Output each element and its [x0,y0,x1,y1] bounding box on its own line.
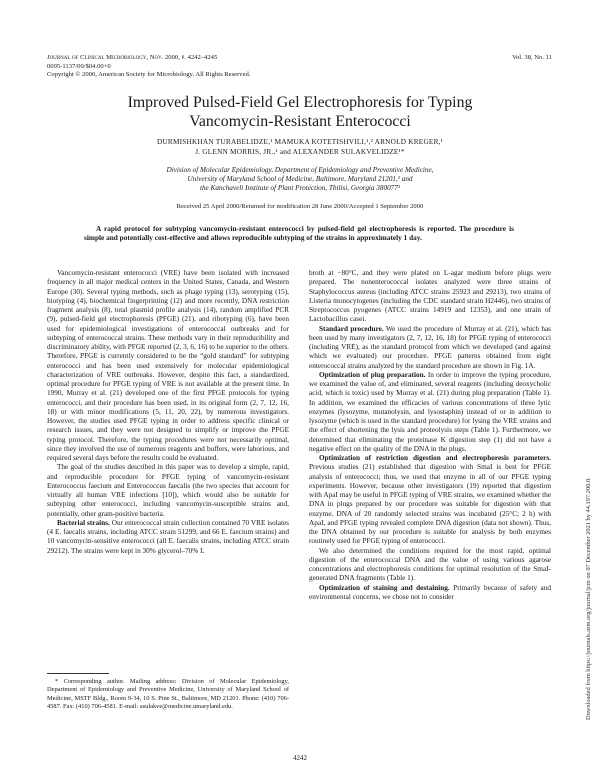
paragraph-text: We used the procedure of Murray et al. (21), which has been used by many investigators (2, 7, 12, 16, 18) for PFGE typing of enterococci (including VRE), as the standard protocol from which we developed (and against which we evaluated) our procedure. PFGE patterns obtained from eight enterococcal strains analyzed by the standard procedure are shown in Fig. 1A. [309,324,551,370]
download-watermark: Downloaded from https://journals.asm.org/journal/jcm on 07 December 2021 by 44.197.200.0. [585,477,592,720]
affiliation-line-1: Division of Molecular Epidemiology, Department of Epidemiology and Preventive Medicine, [166,166,434,174]
corresponding-author-footnote: * Corresponding author. Mailing address: Division of Molecular Epidemiology, Department of Epidemiology and Preventive Medicine, University of Maryland School of Medicine, MSTF Bldg., Room 9-34, 10 S. Pine St., Baltimore, MD 21201. Phone: (410) 706-4587. Fax: (410) 706-4581. E-mail: asulakve@medicine.umaryland.edu. [47,678,289,711]
received-dates: Received 25 April 2000/Returned for modification 28 June 2000/Accepted 1 September 2000 [176,203,424,210]
paragraph [309,584,551,603]
paragraph: The goal of the studies described in this paper was to develop a simple, rapid, and reproducible procedure for PFGE typing of vancomycin-resistant Enterococcus faecium and Enterococcus faecalis (the two species that account for virtually all human VRE infections [10]), which would also be suitable for subtyping other enterococci, including vancomycin-susceptible strains and, potentially, other gram-positive bacteria. [47,463,289,518]
section-heading: Optimization of plug preparation. [319,370,426,379]
issn: 0095-1137/00/$04.00+0 [47,62,111,70]
paragraph [309,371,551,454]
paragraph [47,519,289,556]
paragraph: broth at −80°C, and they were plated on L-agar medium before plugs were prepared. The nonenterococcal isolates analyzed were three strains of Staphylococcus aureus (including ATCC strains 25923 and 29213), two strains of Listeria monocytogenes (including the CDC standard strain H2446), two strains of Streptococcus pyogenes (ATCC strains 14919 and 12353), and one strain of Lactobacillus casei. [309,269,551,324]
right-column [309,269,551,602]
section-heading: Optimization of restriction digestion and electrophoresis parameters. [319,454,551,462]
journal-header [47,54,250,80]
journal-citation: Journal of Clinical Microbiology, Nov. 2000, p. 4242–4245 [47,54,218,61]
authors-line-1: DURMISHKHAN TURABELIDZE,¹ MAMUKA KOTETISHVILI,¹,² ARNOLD KREGER,¹ [156,137,444,146]
section-heading: Standard procedure. [319,324,384,333]
section-heading: Optimization of staining and destaining. [319,583,450,592]
article-title [60,93,540,131]
copyright: Copyright © 2000, American Society for Microbiology. All Rights Reserved. [47,71,251,79]
affiliation-line-2: University of Maryland School of Medicine, Baltimore, Maryland 21201,¹ and [187,175,413,184]
paragraph-text: Primarily because of safety and environmental concerns, we chose not to consider [309,583,552,601]
title-line-2: Vancomycin-Resistant Enterococci [189,113,411,130]
paragraph-text: Our enterococcal strain collection contained 70 VRE isolates (4 E. faecalis strains, including ATCC strain 51299, and 66 E. faecium strains) and 10 vancomycin-sensitive enterococci (all E. faecalis strains, including ATCC strain 29212). The strains were kept in 30% glycerol–70% L [47,518,289,555]
abstract: A rapid protocol for subtyping vancomycin-resistant enterococci by pulsed-field gel electrophoresis is reported. The procedure is simple and potentially cost-effective and allows reproducible subtyping of the strains in approximately 1 day. [84,224,514,243]
paragraph-text: Previous studies (21) established that digestion with SmaI is best for PFGE analysis of enterococci; thus, we used that enzyme in all of our PFGE typing experiments. However, because other investigators (19) reported that digestion with ApaI may be useful in PFGE typing of VRE strains, we examined whether the DNA in plugs prepared by our procedure was suitable for digestion with that enzyme. DNA of 20 randomly selected strains was incubated (25°C; 2 h) with ApaI, and PFGE typing revealed complete DNA digestion (data not shown). Thus, the DNA obtained by our procedure is suitable for analysis by both enzymes routinely used for PFGE typing of enterococci. [309,463,551,546]
section-heading: Bacterial strains. [57,518,110,527]
paragraph-text: In order to improve the typing procedure, we examined the value of, and eliminated, several reagents (including deoxycholic acid, which is toxic) used by Murray et al. (21) during plug preparation (Table 1). In addition, we examined the efficacies of various concentrations of three lytic enzymes (lysozyme, mutanolysin, and lysostaphin) instead of or in addition to lysozyme (which is used in the standard procedure) for lysing the VRE strains and the effect of shortening the lysis and proteolysis steps (Table 1). Furthermore, we determined that eliminating the proteinase K digestion step (1) did not have a negative effect on the quality of the DNA in the plugs. [309,370,551,453]
authors-line-2: J. GLENN MORRIS, JR.,¹ and ALEXANDER SULAKVELIDZE¹* [195,146,405,156]
paragraph: Vancomycin-resistant enterococci (VRE) have been isolated with increased frequency in all major medical centers in the United States, Canada, and Western Europe (30). Several typing methods, such as phage typing (13), serotyping (15), biotyping (4), biochemical fingerprinting (12) and more recently, DNA restriction fragment analysis (8), total plasmid profile analysis (14), random amplified PCR (9), pulsed-field gel electrophoresis (PFGE) (21), and ribotyping (6), have been used for epidemiological investigations of enterococcal outbreaks and for subtyping of enterococcal strains. These methods vary in their reproducibility and discriminatory ability, with PFGE reported (2, 3, 6, 16) to be superior to the others. Therefore, PFGE is currently considered to be the “gold standard” for subtyping enterococci and has been used extensively for molecular epidemiological characterization of VRE outbreaks. However, despite this fact, a standardized, optimal procedure for PFGE typing of VRE is not available at the present time. In 1990, Murray et al. (21) developed one of the first PFGE protocols for typing enterococci, and their procedure has been used, in its original form (2, 7, 12, 16, 18) or with minor modifications (5, 11, 20, 22), by numerous investigators. However, the studies used PFGE typing in order to address specific clinical or research issues, and they were not designed to simplify or improve the PFGE typing protocol. Therefore, the typing procedures were not necessarily optimal, since they involved the use of numerous reagents and buffers, were laborious, and required several days before the results could be evaluated. [47,269,289,462]
affiliation [60,166,540,194]
title-line-1: Improved Pulsed-Field Gel Electrophoresis for Typing [127,94,473,111]
left-column [47,269,289,556]
page-number: 4242 [293,754,307,762]
paragraph [309,325,551,371]
paragraph [309,454,551,547]
footnote-divider [47,673,109,674]
author-list [60,137,540,156]
volume-info: Vol. 38, No. 11 [512,54,552,61]
paragraph: We also determined the conditions required for the most rapid, optimal digestion of the enterococcal DNA and the value of using various agarose concentrations and electrophoresis conditions for optimal resolution of the SmaI-generated DNA fragments (Table 1). [309,546,551,583]
affiliation-line-3: the Kanchaveli Institute of Plant Protection, Tbilisi, Georgia 380077² [199,184,401,193]
